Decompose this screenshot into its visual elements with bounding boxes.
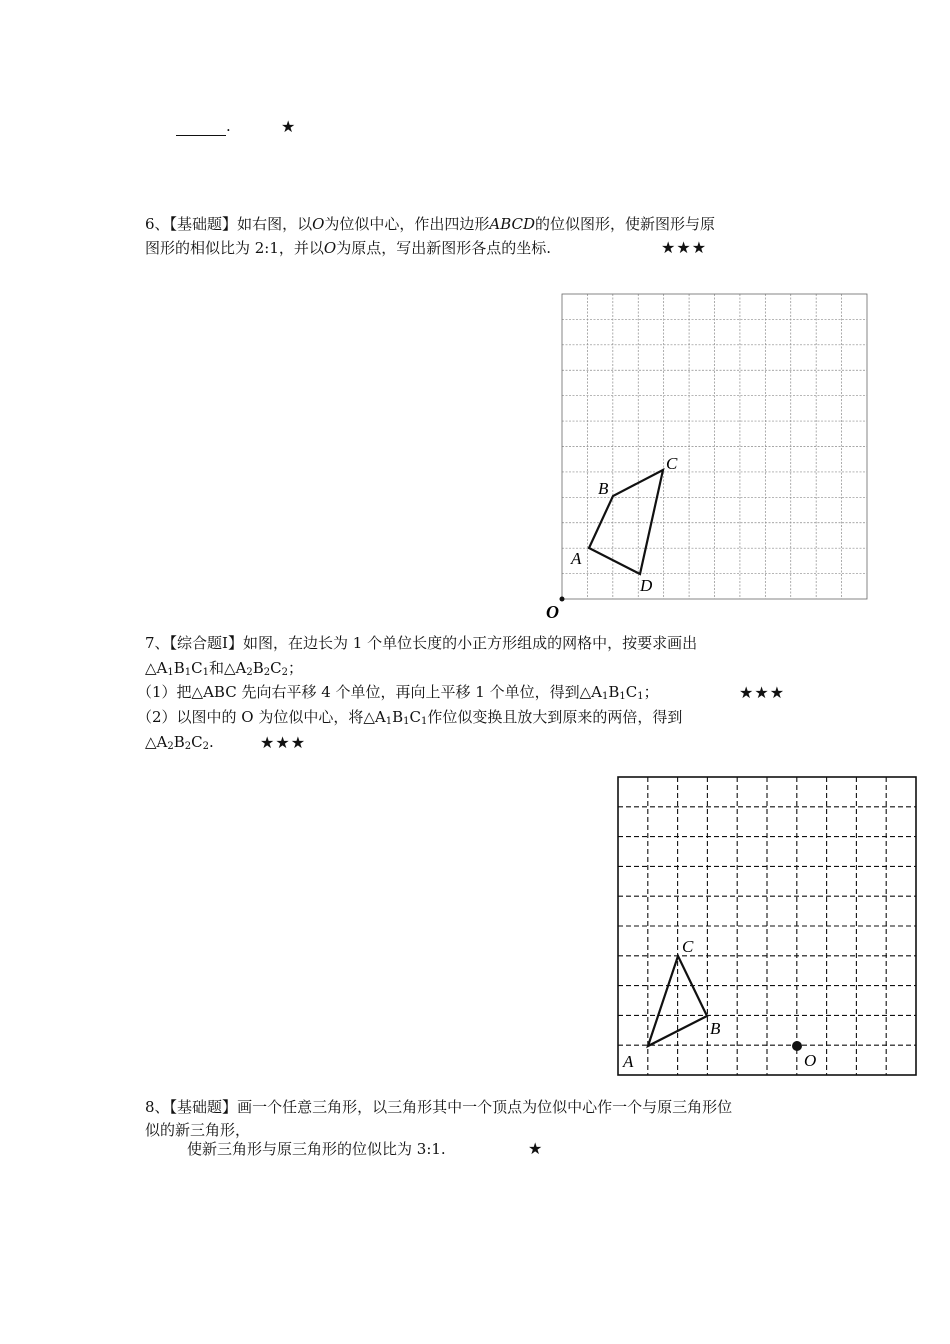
figure-6-grid	[540, 288, 880, 618]
p2-b2: B	[173, 733, 185, 751]
semicolon: ；	[288, 659, 304, 677]
and-a: 和△A	[209, 659, 247, 677]
q7-part1	[137, 682, 659, 702]
p1-sub1: 1	[602, 691, 609, 702]
label-d: D	[640, 576, 653, 595]
q8-text1: 画一个任意三角形，以三角形其中一个顶点为位似中心作一个与原三角形位	[237, 1098, 733, 1116]
q8-line1	[145, 1097, 732, 1117]
figure-7-grid	[612, 772, 922, 1082]
p2-sub2: 2	[167, 741, 174, 752]
p2-end: .	[209, 733, 214, 751]
p2-c: C	[409, 708, 422, 726]
p2-sub2b: 2	[184, 741, 192, 752]
part2-text-b: 作位似变换且放大到原来的两倍，得到	[427, 708, 683, 726]
q6-o: O	[312, 215, 325, 233]
part2-text-a: （2）以图中的 O 为位似中心，将△A	[137, 708, 386, 726]
label-b: B	[598, 479, 609, 498]
q6-line1	[145, 214, 715, 234]
tri-a: △A	[145, 659, 168, 677]
p1-c: C	[625, 683, 638, 701]
label-o: O	[546, 602, 559, 618]
c2: C	[270, 659, 282, 677]
difficulty-stars-q8: ★	[528, 1139, 544, 1158]
q6-text-d: 图形的相似比为 2:1，并以	[145, 239, 324, 257]
q7-text: 如图，在边长为 1 个单位长度的小正方形组成的网格中，按要求画出	[242, 634, 698, 652]
sub1: 1	[167, 667, 174, 678]
sub2b: 2	[263, 667, 271, 678]
b: B	[173, 659, 185, 677]
sub1b: 1	[184, 667, 192, 678]
label-c: C	[682, 937, 694, 956]
b2: B	[252, 659, 264, 677]
q7-line1	[145, 633, 697, 653]
q8-line3: 使新三角形与原三角形的位似比为 3:1.	[187, 1140, 446, 1158]
q6-line2	[145, 238, 551, 258]
q7-tag: 【综合题Ⅰ】	[169, 634, 243, 652]
label-b: B	[710, 1019, 721, 1038]
p1-b: B	[608, 683, 620, 701]
difficulty-stars-q6: ★★★	[661, 238, 708, 257]
sub1c: 1	[202, 667, 210, 678]
q8-number: 8、	[145, 1098, 170, 1116]
sub2c: 2	[281, 667, 289, 678]
answer-blank[interactable]	[176, 121, 226, 136]
q6-text-b: 为位似中心，作出四边形	[324, 215, 490, 233]
p1-sub1c: 1	[637, 691, 644, 702]
q6-text-e: 为原点，写出新图形各点的坐标.	[336, 239, 552, 257]
q6-o-2: O	[323, 239, 337, 257]
part1-text: （1）把△ABC 先向右平移 4 个单位，再向上平移 1 个单位，得到△A	[137, 683, 602, 701]
grid-lines	[618, 777, 916, 1075]
label-a: A	[571, 549, 582, 568]
q7-line2	[145, 658, 303, 678]
q8-tag: 【基础题】	[169, 1098, 238, 1116]
p2-sub1c: 1	[421, 716, 428, 727]
p1-sub1b: 1	[619, 691, 626, 702]
p2-b: B	[392, 708, 404, 726]
q6-abcd: ABCD	[489, 215, 536, 233]
q6-tag: 【基础题】	[169, 215, 238, 233]
difficulty-stars-q7-part2: ★★★	[260, 733, 307, 752]
p2-sub1b: 1	[403, 716, 410, 727]
label-o: O	[804, 1051, 817, 1070]
q7-number: 7、	[145, 634, 170, 652]
q6-number: 6、	[145, 215, 170, 233]
p1-end: ；	[643, 683, 659, 701]
p2-sub2c: 2	[202, 741, 210, 752]
p2-tri: △A	[145, 733, 168, 751]
difficulty-stars-q7-part1: ★★★	[739, 683, 786, 702]
label-c: C	[666, 454, 678, 473]
sub2: 2	[246, 667, 253, 678]
q7-part2	[137, 707, 682, 727]
q6-text-a: 如右图，以	[237, 215, 313, 233]
p2-sub1: 1	[385, 716, 393, 727]
period: .	[226, 117, 231, 135]
answer-blank-line	[176, 116, 231, 136]
c: C	[191, 659, 203, 677]
q6-text-c: 的位似图形，使新图形与原	[535, 215, 716, 233]
origin-point	[560, 597, 565, 602]
label-a: A	[623, 1052, 634, 1071]
difficulty-stars-q5: ★	[281, 117, 297, 136]
grid-lines	[562, 294, 867, 599]
q7-part2-line2	[145, 732, 214, 752]
q8-line2: 似的新三角形，	[145, 1121, 251, 1139]
p2-c2: C	[191, 733, 203, 751]
center-point-o	[792, 1041, 802, 1051]
